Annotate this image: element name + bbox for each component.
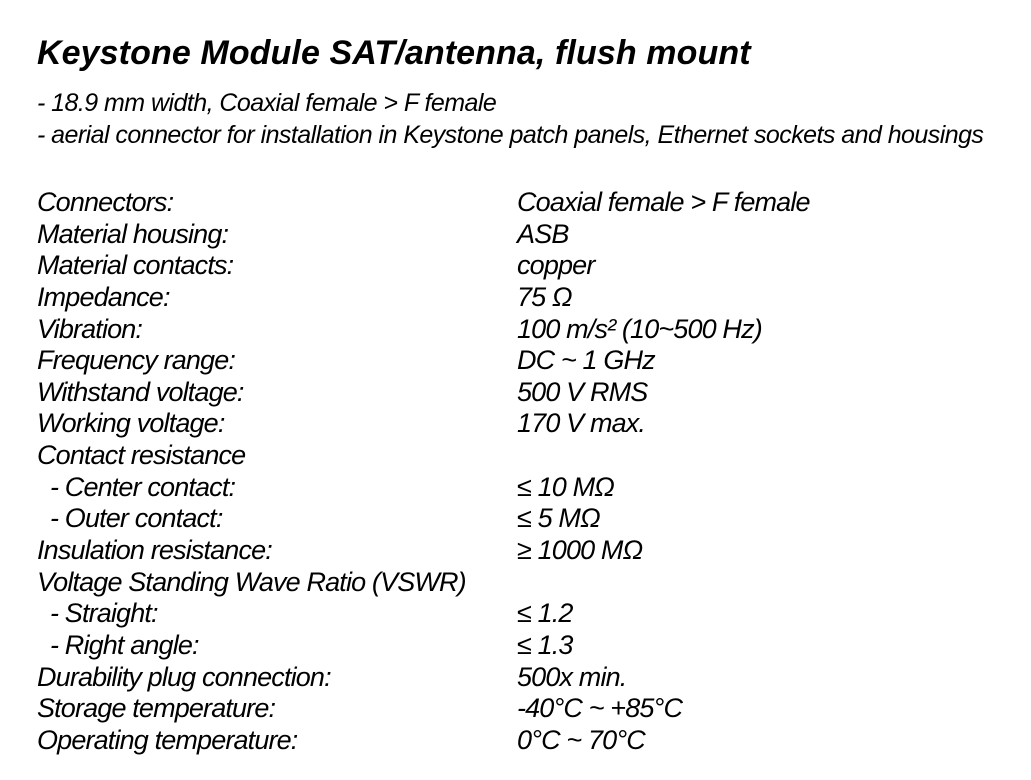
spec-label: Vibration: (37, 313, 143, 344)
spec-row-straight (37, 598, 1027, 630)
spec-row-durability (37, 662, 1027, 694)
spec-value: ≥ 1000 MΩ (517, 535, 643, 566)
spec-value: 500x min. (517, 661, 627, 692)
spec-label: Insulation resistance: (37, 535, 272, 566)
intro-line: - 18.9 mm width, Coaxial female > F female (37, 89, 497, 117)
spec-row-right-angle (37, 630, 1027, 662)
spec-value: ≤ 1.2 (517, 598, 573, 629)
spec-row-outer-contact (37, 503, 1027, 535)
spec-row-material-housing (37, 219, 1027, 251)
spec-group-heading: Contact resistance (37, 440, 246, 471)
spec-value: ≤ 5 MΩ (517, 503, 600, 534)
spec-value: 170 V max. (517, 408, 646, 439)
spec-value: ASB (517, 218, 569, 249)
spec-value (517, 567, 1027, 599)
spec-label: Storage temperature: (37, 693, 276, 724)
page-title: Keystone Module SAT/antenna, flush mount (37, 34, 751, 72)
spec-row-insulation-resistance (37, 535, 1027, 567)
spec-value: 500 V RMS (517, 376, 648, 407)
spec-value: Coaxial female > F female (517, 187, 810, 217)
spec-label: Connectors: (37, 187, 174, 217)
spec-row-contact-resistance (37, 440, 1027, 472)
spec-label: - Outer contact: (50, 503, 223, 534)
spec-value: DC ~ 1 GHz (517, 345, 655, 376)
spec-label: Working voltage: (37, 408, 225, 439)
spec-row-withstand-voltage (37, 377, 1027, 409)
spec-value: ≤ 1.3 (517, 629, 573, 660)
spec-value: 0°C ~ 70°C (517, 724, 645, 755)
spec-value: ≤ 10 MΩ (517, 471, 614, 502)
spec-value: -40°C ~ +85°C (517, 693, 683, 724)
spec-label: Material housing: (37, 218, 229, 249)
spec-label: - Right angle: (50, 629, 199, 660)
intro-list (37, 88, 1027, 151)
spec-table (37, 187, 1027, 757)
spec-label: - Center contact: (50, 471, 236, 502)
spec-label: Operating temperature: (37, 724, 298, 755)
spec-label: Impedance: (37, 281, 170, 312)
spec-row-operating-temperature (37, 725, 1027, 757)
spec-value: 100 m/s² (10~500 Hz) (517, 313, 762, 344)
spec-label: Material contacts: (37, 250, 234, 281)
intro-line: - aerial connector for installation in Keystone patch panels, Ethernet sockets and housings (37, 120, 984, 149)
spec-label: Frequency range: (37, 345, 236, 376)
spec-label: - Straight: (50, 598, 158, 629)
spec-group-heading: Voltage Standing Wave Ratio (VSWR) (37, 566, 466, 597)
spec-row-vswr (37, 567, 1027, 599)
spec-row-working-voltage (37, 408, 1027, 440)
spec-row-frequency-range (37, 345, 1027, 377)
spec-value: 75 Ω (517, 281, 572, 312)
spec-label: Durability plug connection: (37, 661, 331, 692)
spec-row-vibration (37, 314, 1027, 346)
spec-row-center-contact (37, 472, 1027, 504)
spec-row-connectors (37, 187, 1027, 219)
spec-value (517, 440, 1027, 472)
spec-row-impedance (37, 282, 1027, 314)
spec-row-storage-temperature (37, 693, 1027, 725)
spec-value: copper (517, 250, 595, 281)
spec-row-material-contacts (37, 250, 1027, 282)
spec-label: Withstand voltage: (37, 376, 244, 407)
document-page (37, 30, 1027, 757)
